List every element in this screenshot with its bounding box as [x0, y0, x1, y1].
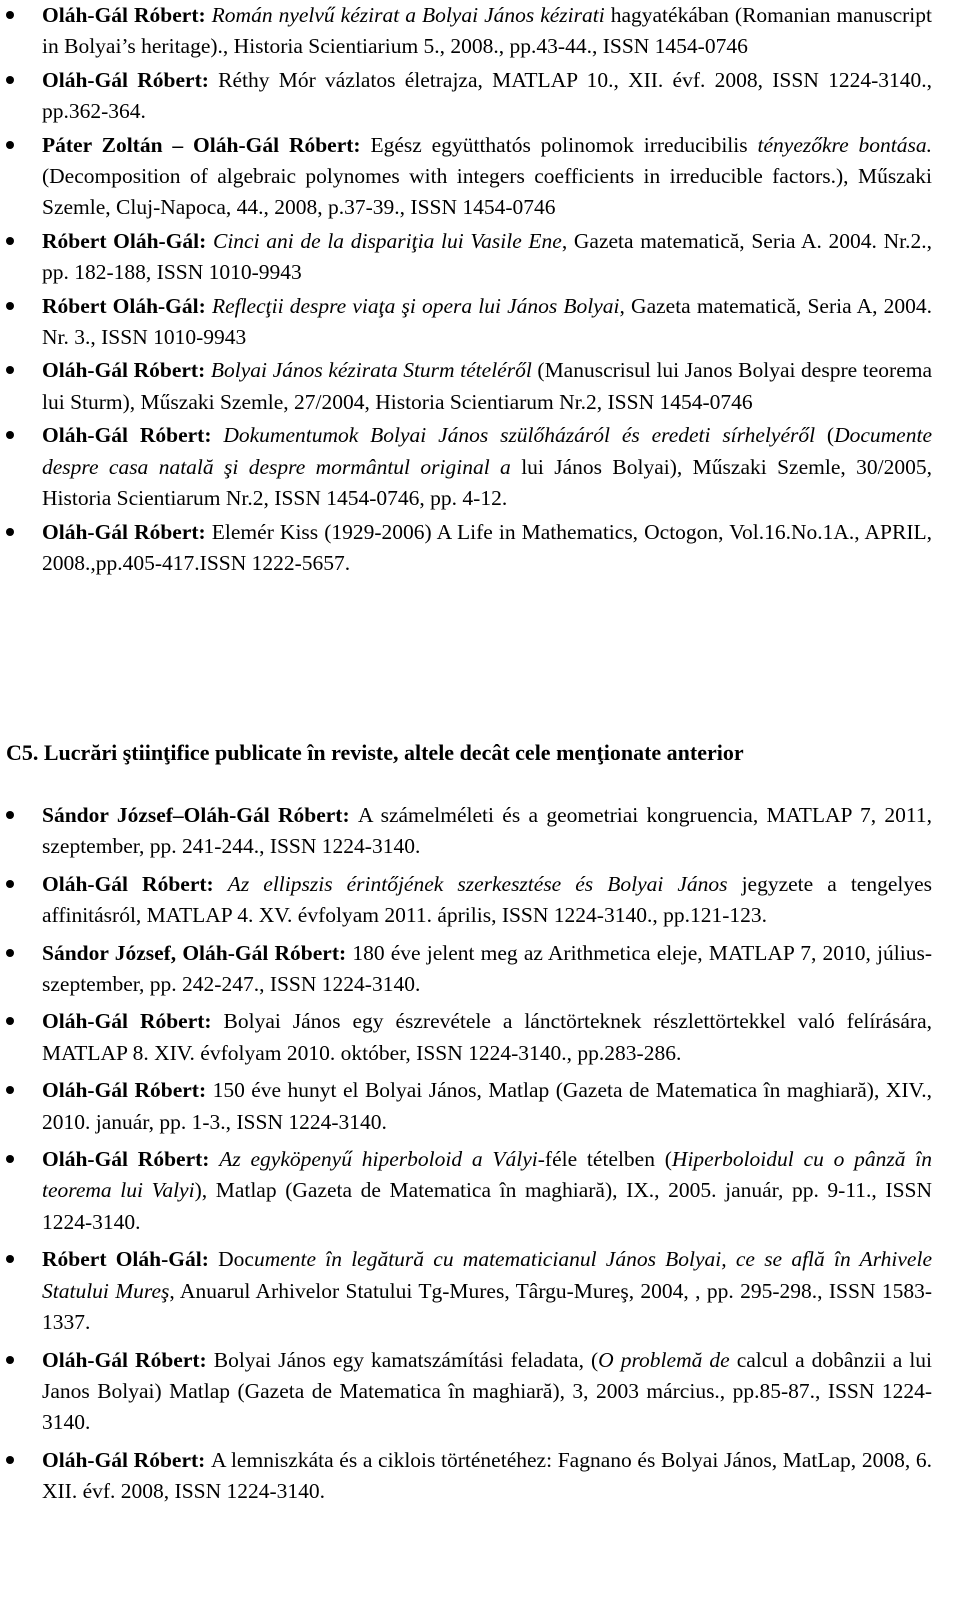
list-item [0, 517, 960, 580]
list-item [0, 291, 960, 354]
entry-author: Oláh-Gál Róbert: [42, 1347, 214, 1372]
bullet-icon [6, 1356, 14, 1364]
bullet-icon [6, 237, 14, 245]
bullet-icon [6, 141, 14, 149]
entry-title: Az egyköpenyű hiperboloid a Vályi [219, 1147, 538, 1172]
entry-text: , Gazeta matematică, Seria A, 2004. Nr. 3., ISSN 1010-9943 [42, 293, 932, 350]
bullet-icon [6, 1155, 14, 1163]
entry-text: 150 éve hunyt el Bolyai János, Matlap (Gazeta de Matematica în maghiară), XIV., 2010. január, pp. 1-3., ISSN 1224-3140. [42, 1078, 932, 1134]
bullet-icon [6, 1255, 14, 1263]
list-item [0, 0, 960, 63]
entry-text: Elemér Kiss (1929-2006) A Life in Mathematics, Octogon, Vol.16.No.1A., APRIL, 2008.,pp.405-417.ISSN 1222-5657. [42, 519, 932, 575]
entry-title: tényezőkre bontása. [757, 132, 932, 157]
entry-title: Cinci ani de la dispariţia lui Vasile Ene [212, 228, 562, 253]
bullet-icon [6, 76, 14, 84]
entry-author: Oláh-Gál Róbert: [42, 1147, 220, 1172]
entry-text: , Gazeta matematică, Seria A. 2004. Nr.2., pp. 182-188, ISSN 1010-9943 [42, 228, 932, 285]
bullet-icon [6, 811, 14, 819]
entry-text: ), Matlap (Gazeta de Matematica în maghiară), IX., 2005. január, pp. 9-11., ISSN 1224-3140. [42, 1178, 933, 1234]
entry-title: O problemă de [598, 1347, 730, 1372]
bullet-icon [6, 880, 14, 888]
entry-text: (Decomposition of algebraic polynomes with integers coefficients in irreducible factors.), Műszaki Szemle, Cluj-Napoca, 44., 2008, p.37-39., ISSN 1454-0746 [42, 164, 932, 220]
publication-list-c5 [0, 800, 960, 1514]
entry-author: Oláh-Gál Róbert: [42, 1447, 211, 1472]
entry-author: Róbert Oláh-Gál: [42, 228, 213, 253]
section-heading-c5: C5. Lucrări ştiinţifice publicate în reviste, altele decât cele menţionate anterior [6, 740, 744, 765]
list-item [0, 226, 960, 289]
entry-title: umente în legătură cu matematicianul János Bolyai, ce se află în Arhivele Statului Mureş [42, 1247, 932, 1303]
publication-list-previous [0, 0, 960, 581]
bullet-icon [6, 366, 14, 374]
entry-text: (Manuscrisul lui Janos Bolyai despre teorema lui Sturm), Műszaki Szemle, 27/2004, Historia Scientiarum Nr.2, ISSN 1454-0746 [42, 358, 933, 414]
entry-text: hagyatékában (Romanian manuscript in Bolyai’s heritage)., Historia Scientiarium 5., 2008., pp.43-44., ISSN 1454-0746 [42, 3, 932, 59]
entry-title: Reflecţii despre viaţa şi opera lui János Bolyai [211, 293, 620, 318]
bullet-icon [6, 949, 14, 957]
list-item [0, 938, 960, 1001]
bullet-icon [6, 431, 14, 439]
bullet-icon [6, 302, 14, 310]
bullet-icon [6, 11, 14, 19]
entry-author: Sándor József, Oláh-Gál Róbert: [42, 940, 353, 965]
entry-author: Oláh-Gál Róbert: [42, 871, 228, 896]
entry-text: -féle tételben ( [537, 1147, 672, 1172]
entry-text: Bolyai János egy észrevétele a lánctörteknek részlettörtekkel való felírására, MATLAP 8. XIV. évfolyam 2010. október, ISSN 1224-3140., pp.283-286. [42, 1009, 932, 1065]
entry-author: Oláh-Gál Róbert: [42, 1078, 213, 1103]
entry-text: jegyzete a tengelyes affinitásról, MATLAP 4. XV. évfolyam 2011. április, ISSN 1224-3140., pp.121-123. [42, 871, 933, 928]
entry-author: Róbert Oláh-Gál: [42, 1247, 219, 1272]
entry-text: Bolyai János egy kamatszámítási feladata, ( [213, 1347, 599, 1372]
entry-title: Hiperboloidul cu o pânză în teorema lui Valyi [42, 1147, 933, 1203]
list-item [0, 800, 960, 863]
entry-text: calcul a dobânzii a lui Janos Bolyai) Matlap (Gazeta de Matematica în maghiară), 3, 2003 március., pp.85-87., ISSN 1224-3140. [42, 1347, 933, 1435]
entry-text: , Anuarul Arhivelor Statului Tg-Mures, Târgu-Mureş, 2004, , pp. 295-298., ISSN 1583-1337. [42, 1278, 932, 1335]
bullet-icon [6, 528, 14, 536]
list-item [0, 1345, 960, 1439]
entry-title: Bolyai János kézirata Sturm tételéről [210, 358, 532, 383]
list-item [0, 869, 960, 932]
entry-author: Sándor József–Oláh-Gál Róbert: [42, 803, 358, 827]
entry-author: Oláh-Gál Róbert: [42, 519, 212, 544]
list-item [0, 130, 960, 224]
list-item [0, 1445, 960, 1508]
entry-title: Documente despre casa natală şi despre mormântul original a [42, 423, 932, 479]
entry-text: Réthy Mór vázlatos életrajza, MATLAP 10., XII. évf. 2008, ISSN 1224-3140., pp.362-364. [42, 67, 933, 124]
entry-author: Páter Zoltán – Oláh-Gál Róbert: [42, 132, 371, 157]
entry-title: Román nyelvű kézirat a Bolyai János kézirati [211, 3, 605, 27]
bullet-icon [6, 1456, 14, 1464]
entry-title: Az ellipszis érintőjének szerkesztése és Bolyai János [227, 871, 728, 896]
list-item [0, 1144, 960, 1238]
entry-text: ( [815, 423, 835, 448]
entry-title: Dokumentumok Bolyai János szülőházáról és eredeti sírhelyéről [223, 423, 816, 448]
entry-text: A számelméleti és a geometriai kongruencia, MATLAP 7, 2011, szeptember, pp. 241-244., ISSN 1224-3140. [42, 803, 932, 859]
entry-author: Oláh-Gál Róbert: [42, 358, 211, 383]
entry-text: A lemniszkáta és a ciklois történetéhez: Fagnano és Bolyai János, MatLap, 2008, 6. XII. évf. 2008, ISSN 1224-3140. [42, 1447, 932, 1504]
list-item [0, 1244, 960, 1338]
list-item [0, 1075, 960, 1138]
entry-author: Oláh-Gál Róbert: [42, 67, 219, 92]
entry-author: Oláh-Gál Róbert: [42, 423, 224, 448]
entry-author: Oláh-Gál Róbert: [42, 1009, 224, 1034]
entry-author: Oláh-Gál Róbert: [42, 3, 212, 27]
bullet-icon [6, 1086, 14, 1094]
list-item [0, 1006, 960, 1069]
bullet-icon [6, 1017, 14, 1025]
list-item [0, 65, 960, 128]
entry-author: Róbert Oláh-Gál: [42, 293, 212, 318]
entry-text: 180 éve jelent meg az Arithmetica eleje, MATLAP 7, 2010, július-szeptember, pp. 242-247., ISSN 1224-3140. [42, 940, 932, 997]
entry-text: lui János Bolyai), Műszaki Szemle, 30/2005, Historia Scientiarum Nr.2, ISSN 1454-0746, pp. 4-12. [42, 454, 932, 511]
list-item [0, 355, 960, 418]
list-item [0, 420, 960, 514]
entry-text: Doc [218, 1247, 254, 1272]
entry-text: Egész együtthatós polinomok irreducibilis [370, 132, 758, 157]
